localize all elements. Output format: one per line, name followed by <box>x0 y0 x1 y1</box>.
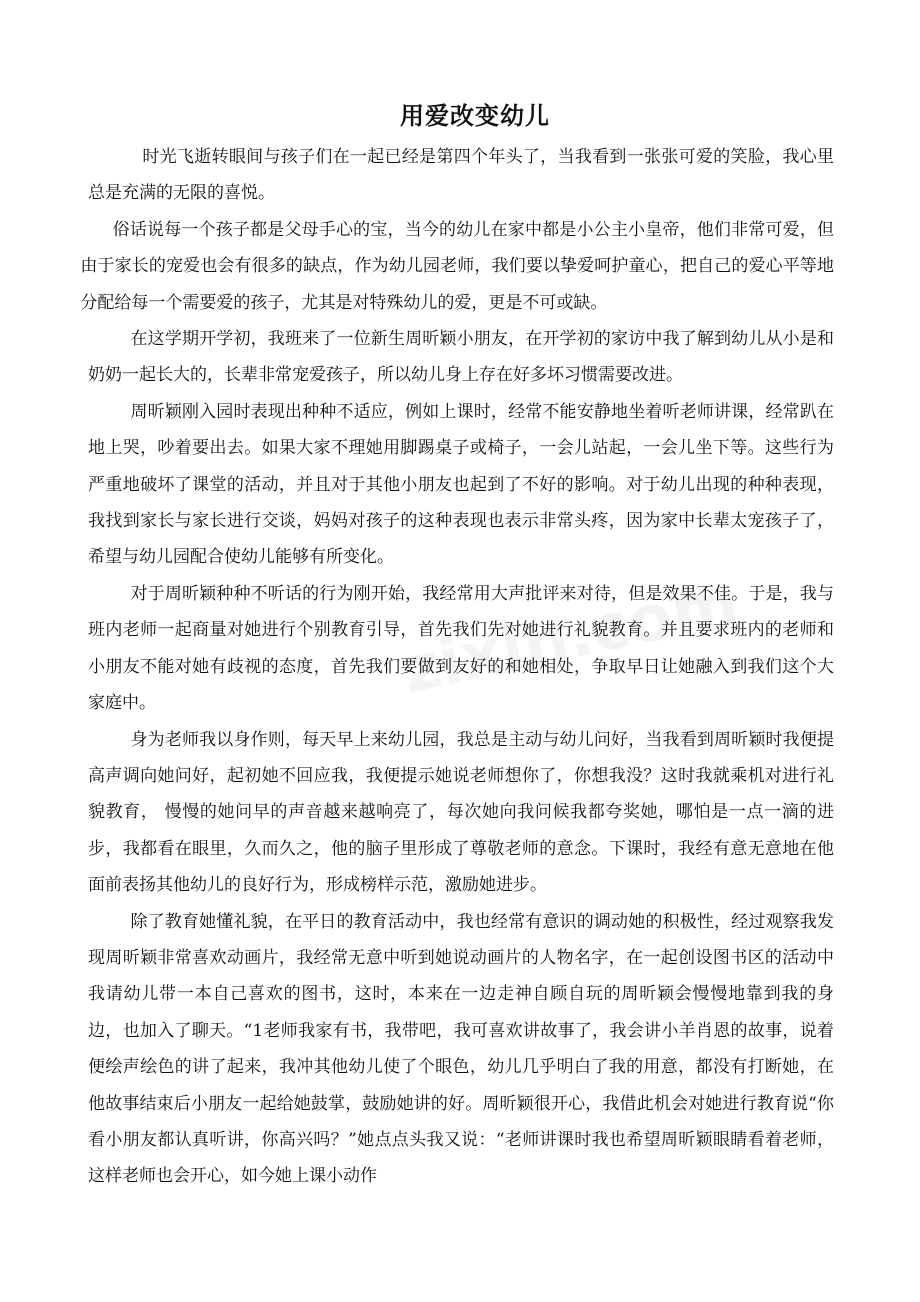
paragraph-2: 俗话说每一个孩子都是父母手心的宝，当今的幼儿在家中都是小公主小皇帝，他们非常可爱，但由于家长的宠爱也会有很多的缺点，作为幼儿园老师，我们要以挚爱呵护童心，把自己的爱心平等地分配给每一个需要爱的孩子，尤其是对特殊幼儿的爱，更是不可或缺。 <box>80 219 834 313</box>
document-body <box>80 139 834 1195</box>
document-title: 用爱改变幼儿 <box>400 102 550 130</box>
paragraph-3: 在这学期开学初，我班来了一位新生周昕颖小朋友，在开学初的家访中我了解到幼儿从小是和奶奶一起长大的，长辈非常宠爱孩子，所以幼儿身上存在好多坏习惯需要改进。 <box>88 329 834 386</box>
paragraph-4: 周昕颖刚入园时表现出种种不适应，例如上课时，经常不能安静地坐着听老师讲课，经常趴在地上哭，吵着要出去。如果大家不理她用脚踢桌子或椅子，一会儿站起，一会儿坐下等。这些行为严重地破坏了课堂的活动，并且对于其他小朋友也起到了不好的影响。对于幼儿出现的种种表现，我找到家长与家长进行交谈，妈妈对孩子的这种表现也表示非常头疼，因为家中长辈太宠孩子了，希望与幼儿园配合使幼儿能够有所变化。 <box>88 401 834 568</box>
paragraph-7: 除了教育她懂礼貌，在平日的教育活动中，我也经常有意识的调动她的积极性，经过观察我发现周昕颖非常喜欢动画片，我经常无意中听到她说动画片的人物名字，在一起创设图书区的活动中我请幼儿带一本自己喜欢的图书，这时，本来在一边走神自顾自玩的周昕颖会慢慢地靠到我的身边，也加入了聊天。“1老师我家有书，我带吧，我可喜欢讲故事了，我会讲小羊肖恩的故事，说着便绘声绘色的讲了起来，我冲其他幼儿使了个眼色，幼儿几乎明白了我的用意，都没有打断她，在他故事结束后小朋友一起给她鼓掌，鼓励她讲的好。周昕颖很开心，我借此机会对她进行教育说“你看小朋友都认真听讲，你高兴吗？”她点点头我又说：“老师讲课时我也希望周昕颖眼睛看着老师，这样老师也会开心，如今她上课小动作 <box>88 911 834 1187</box>
paragraph-6: 身为老师我以身作则，每天早上来幼儿园，我总是主动与幼儿问好，当我看到周昕颖时我便提高声调向她问好，起初她不回应我，我便提示她说老师想你了，你想我没？这时我就乘机对进行礼貌教育， 慢慢的她问早的声音越来越响亮了，每次她向我问候我都夸奖她，哪怕是一点一滴的进步，我都看在眼里，久而久之，他的脑子里形成了尊敬老师的意念。下课时，我经有意无意地在他面前表扬其他幼儿的良好行为，形成榜样示范，激励她进步。 <box>88 729 834 896</box>
paragraph-1: 时光飞逝转眼间与孩子们在一起已经是第四个年头了，当我看到一张张可爱的笑脸，我心里总是充满的无限的喜悦。 <box>88 147 834 204</box>
paragraph-5: 对于周昕颖种种不听话的行为刚开始，我经常用大声批评来对待，但是效果不佳。于是，我与班内老师一起商量对她进行个别教育引导，首先我们先对她进行礼貌教育。并且要求班内的老师和小朋友不能对她有歧视的态度，首先我们要做到友好的和她相处，争取早日让她融入到我们这个大家庭中。 <box>88 583 834 714</box>
